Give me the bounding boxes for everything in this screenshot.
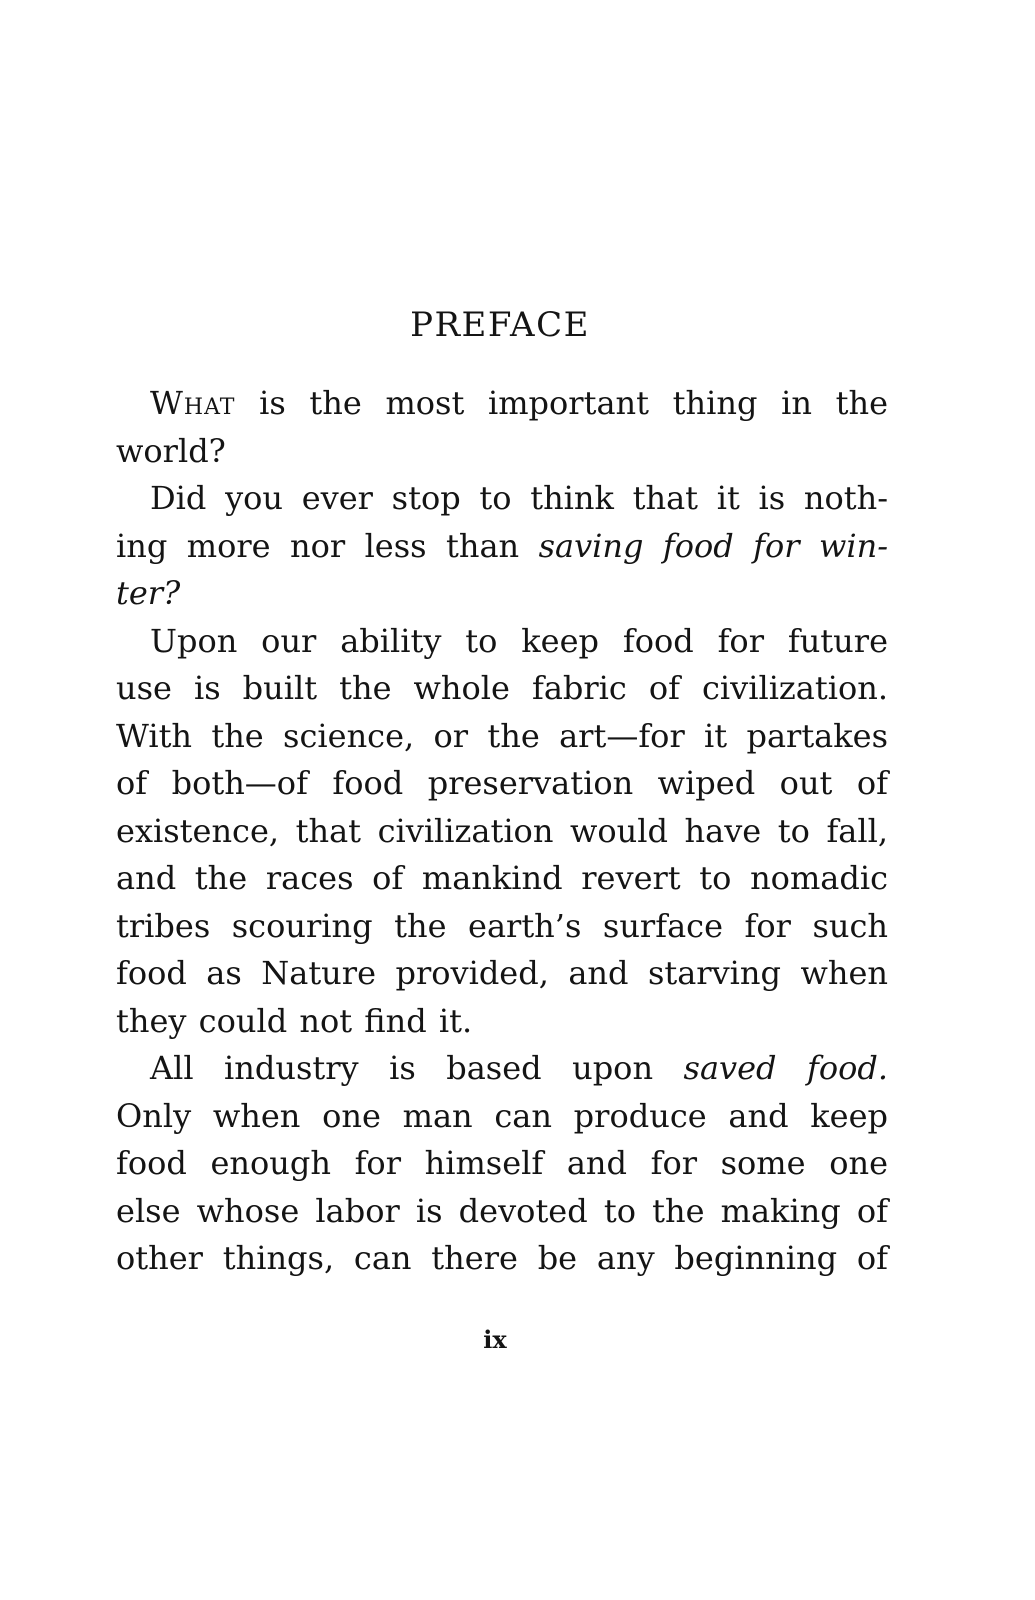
text-line <box>116 855 888 903</box>
line-text: Only when one man can produce and keep <box>116 1096 888 1135</box>
text-line <box>116 760 888 808</box>
line-text: tribes scouring the earth’s surface for such <box>116 906 888 945</box>
italic-text: saved food. <box>683 1049 889 1087</box>
paragraph-2 <box>116 475 888 618</box>
line-text: of both—of food preservation wiped out of <box>116 764 888 802</box>
text-line <box>116 808 888 856</box>
paragraph-1 <box>116 380 888 475</box>
line-text: food enough for himself and for some one <box>116 1144 888 1182</box>
text-line <box>116 1188 888 1236</box>
page-number: ix <box>483 1325 507 1354</box>
line-text: other things, can there be any beginning of <box>116 1239 888 1277</box>
line-text: ing more nor less than <box>116 526 539 565</box>
line-text: is the most important thing in the <box>235 384 888 422</box>
text-line <box>116 665 888 713</box>
paragraph-3 <box>116 618 888 1046</box>
text-line <box>116 998 888 1046</box>
italic-text: saving food for win- <box>538 526 889 565</box>
text-line <box>116 903 888 951</box>
text-line <box>116 570 888 618</box>
text-line <box>116 523 888 571</box>
line-text: existence, that civilization would have to fall, <box>116 811 888 850</box>
line-text: Did you ever stop to think that it is noth- <box>150 479 888 517</box>
body-text <box>116 380 888 1283</box>
paragraph-4 <box>116 1045 888 1283</box>
text-line <box>116 618 888 666</box>
line-text: they could not find it. <box>116 1001 473 1040</box>
text-line <box>116 380 888 428</box>
text-line <box>116 1093 888 1141</box>
page-title: PREFACE <box>410 305 590 345</box>
line-text: With the science, or the art—for it partakes <box>116 716 888 755</box>
text-line <box>116 475 888 523</box>
text-line <box>116 1140 888 1188</box>
opening-small-caps: What <box>150 384 236 422</box>
text-line <box>116 950 888 998</box>
line-text: else whose labor is devoted to the making of <box>116 1191 888 1230</box>
line-text: All industry is based upon <box>150 1049 684 1087</box>
line-text: use is built the whole fabric of civilization. <box>116 669 888 707</box>
italic-text: ter? <box>116 574 181 612</box>
line-text: food as Nature provided, and starving when <box>116 954 888 992</box>
text-line <box>116 428 888 476</box>
line-text: world? <box>116 431 226 470</box>
line-text: Upon our ability to keep food for future <box>150 621 888 660</box>
text-line <box>116 1045 888 1093</box>
line-text: and the races of mankind revert to nomadic <box>116 859 888 897</box>
text-line <box>116 1235 888 1283</box>
text-line <box>116 713 888 761</box>
